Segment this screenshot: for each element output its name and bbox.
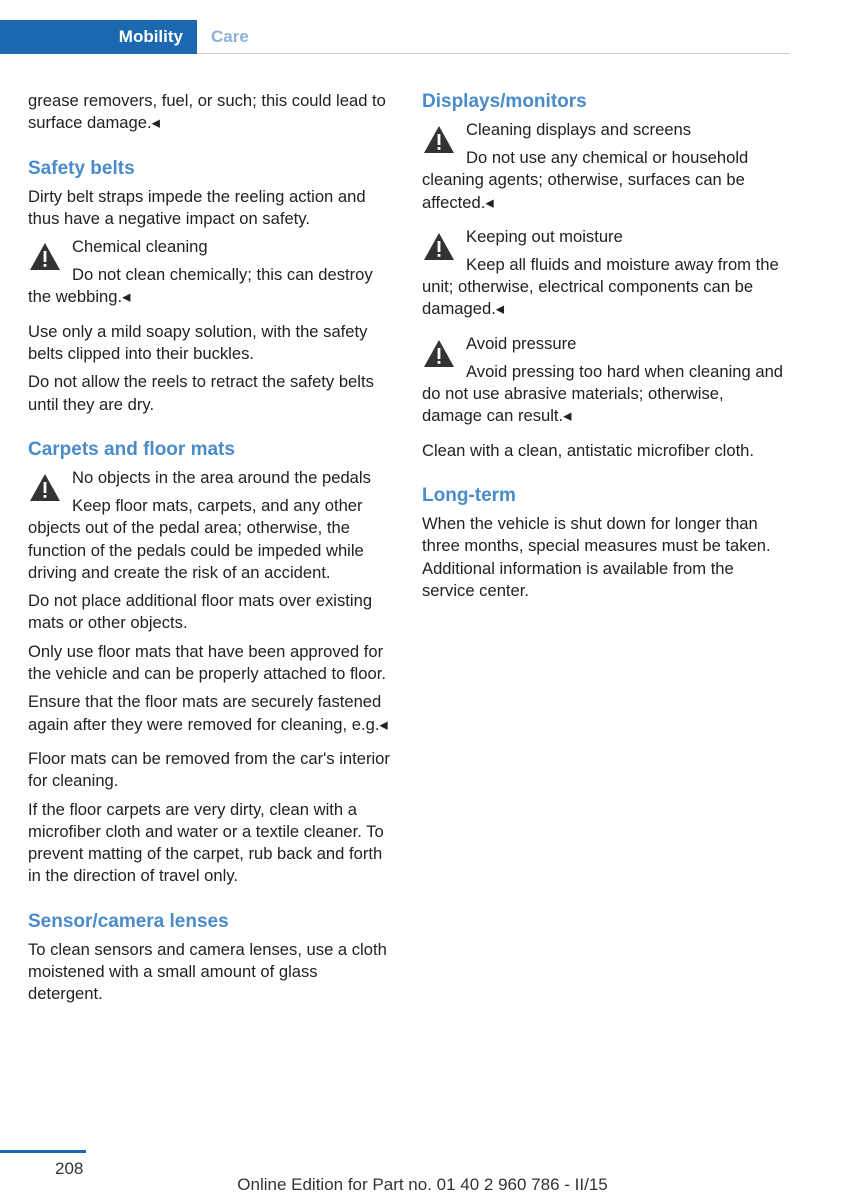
- warning-block: [422, 333, 786, 428]
- section-heading-carpets: Carpets and floor mats: [28, 438, 235, 460]
- warning-triangle-icon: [422, 123, 456, 157]
- tab-care[interactable]: Care: [197, 20, 789, 54]
- warning-block: [28, 467, 392, 584]
- warning-block: [422, 226, 786, 321]
- warning-text: Do not use any chemical or household cleaning agents; otherwise, surfaces can be affected.◂: [422, 148, 749, 212]
- paragraph: Floor mats can be removed from the car's interior for cleaning.: [28, 748, 390, 791]
- paragraph: Use only a mild soapy solution, with the safety belts clipped into their buckles.: [28, 321, 368, 364]
- paragraph: If the floor carpets are very dirty, clean with a microfiber cloth and water or a textile cleaner. To prevent matting of the carpet, rub back and forth in the direction of travel only.: [28, 799, 384, 886]
- footer-rule: [0, 1150, 86, 1153]
- tab-mobility[interactable]: Mobility: [0, 20, 197, 54]
- warning-block: [422, 119, 786, 214]
- warning-text: Do not clean chemically; this can destroy the webbing.◂: [28, 265, 373, 307]
- warning-text: Keep all fluids and moisture away from the unit; otherwise, electrical components can be damaged.◂: [422, 254, 779, 319]
- warning-title: No objects in the area around the pedals: [72, 467, 371, 487]
- paragraph: Ensure that the floor mats are securely fastened again after they were removed for cleaning, e.g.◂: [28, 692, 388, 734]
- page-number: 208: [55, 1159, 84, 1178]
- warning-title: Cleaning displays and screens: [466, 120, 692, 139]
- chapter-header: [0, 0, 845, 56]
- warning-title: Avoid pressure: [466, 333, 577, 353]
- intro-paragraph: grease removers, fuel, or such; this could lead to surface damage.◂: [28, 91, 386, 133]
- paragraph: To clean sensors and camera lenses, use a cloth moistened with a small amount of glass detergent.: [28, 939, 387, 1004]
- section-heading-sensor: Sensor/camera lenses: [28, 910, 229, 932]
- edition-note: Online Edition for Part no. 01 40 2 960 786 - II/15: [237, 1175, 608, 1194]
- warning-text: Avoid pressing too hard when cleaning and do not use abrasive materials; otherwise, damage can result.◂: [422, 361, 784, 426]
- paragraph: When the vehicle is shut down for longer than three months, special measures must be taken. Additional information is available from the service center.: [422, 513, 771, 600]
- warning-title: Keeping out moisture: [466, 226, 623, 246]
- paragraph: Dirty belt straps impede the reeling action and thus have a negative impact on safety.: [28, 186, 366, 228]
- warning-block: [28, 236, 392, 309]
- paragraph: Clean with a clean, antistatic microfiber cloth.: [422, 440, 755, 460]
- paragraph: Do not place additional floor mats over existing mats or other objects.: [28, 591, 373, 633]
- left-column: [28, 90, 392, 1012]
- warning-triangle-icon: [28, 240, 62, 274]
- warning-text: Keep floor mats, carpets, and any other objects out of the pedal area; otherwise, the function of the pedals could be impeded while driving and create the risk of an accident.: [28, 495, 364, 582]
- section-heading-safety-belts: Safety belts: [28, 157, 135, 179]
- right-column: [422, 90, 786, 608]
- warning-triangle-icon: [422, 230, 456, 264]
- paragraph: Only use floor mats that have been approved for the vehicle and can be properly attached to floor.: [28, 641, 386, 684]
- paragraph: Do not allow the reels to retract the safety belts until they are dry.: [28, 372, 374, 414]
- warning-title: Chemical cleaning: [72, 237, 208, 257]
- warning-triangle-icon: [422, 337, 456, 371]
- section-heading-displays: Displays/monitors: [422, 91, 587, 112]
- section-heading-long-term: Long-term: [422, 484, 516, 506]
- warning-triangle-icon: [28, 471, 62, 505]
